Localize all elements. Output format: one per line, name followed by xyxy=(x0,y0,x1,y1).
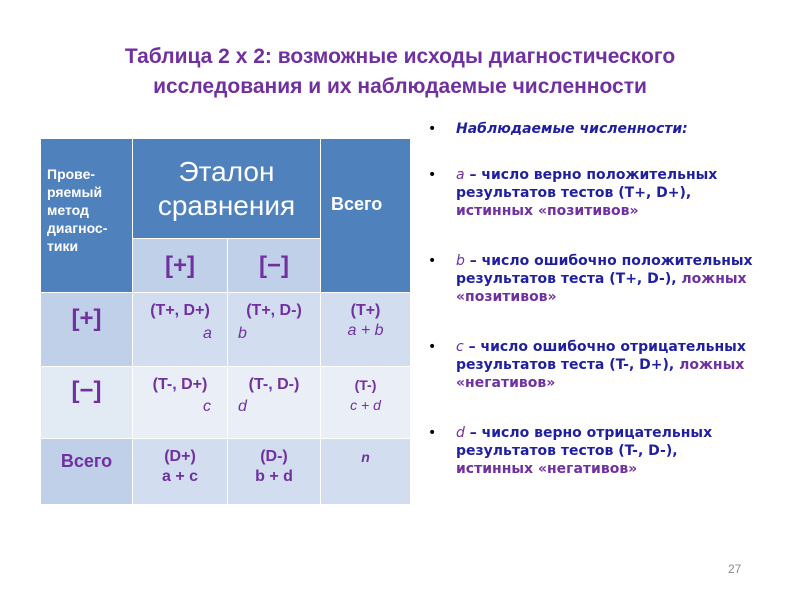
bullet-icon: • xyxy=(428,339,437,355)
cell-letter: d xyxy=(238,398,247,415)
notes-heading: Наблюдаемые численности: xyxy=(456,121,688,137)
table-row xyxy=(41,367,411,439)
corner-label: Прове- ряемый метод диагнос- тики xyxy=(47,166,108,254)
cell-outcome: (T+, D+) xyxy=(150,302,210,319)
subheader-negative-cell xyxy=(228,239,321,293)
table-cell xyxy=(321,367,411,439)
note-blue-text: – число верно отрицательных результатов тестов (T-, D-), xyxy=(456,425,713,459)
reference-label: Эталон сравнения xyxy=(157,155,296,221)
cell-letter: c xyxy=(203,398,211,415)
bullet-icon: • xyxy=(428,253,437,269)
reference-header-cell xyxy=(133,139,321,239)
table-cell xyxy=(228,439,321,505)
table-cell xyxy=(228,293,321,367)
table-cell xyxy=(228,367,321,439)
cell-letter: b + d xyxy=(255,468,293,485)
list-item xyxy=(428,338,758,392)
cell-letter: b xyxy=(238,325,247,342)
cell-letter: a + c xyxy=(161,468,199,485)
cell-letter: a xyxy=(203,325,212,342)
note-blue-text: – число ошибочно положительных результатов теста (T+, D-), xyxy=(456,253,753,287)
notes-heading-item xyxy=(428,120,758,138)
table-cell xyxy=(133,367,228,439)
table-cell xyxy=(321,293,411,367)
subheader-positive-cell xyxy=(133,239,228,293)
note-purple-text: ложных «позитивов» xyxy=(456,271,747,305)
note-purple-text: ложных «негативов» xyxy=(456,357,745,391)
total-header-label: Всего xyxy=(331,194,383,214)
note-letter: d xyxy=(456,425,465,441)
slide-title xyxy=(60,42,740,102)
row-label: Всего xyxy=(60,451,113,471)
table-row xyxy=(41,439,411,505)
list-item xyxy=(428,424,758,478)
note-purple-text: истинных «негативов» xyxy=(456,461,638,477)
row-label-cell xyxy=(41,367,133,439)
slide-title-line1: Таблица 2 х 2: возможные исходы диагностического xyxy=(124,45,676,68)
list-item xyxy=(428,252,758,306)
bullet-icon: • xyxy=(428,425,437,441)
bullet-icon: • xyxy=(428,167,437,183)
note-letter: c xyxy=(456,339,464,355)
cell-outcome: (T-, D-) xyxy=(248,376,300,393)
cell-total-expr: a + b xyxy=(347,322,384,339)
cell-total-expr: c + d xyxy=(350,397,381,413)
row-label: [+] xyxy=(71,305,102,332)
subheader-negative-label: [−] xyxy=(259,251,289,279)
cell-total: (T-) xyxy=(354,377,377,393)
table-cell xyxy=(321,439,411,505)
subheader-positive-label: [+] xyxy=(165,251,195,279)
row-label-cell xyxy=(41,439,133,505)
total-header-cell xyxy=(321,139,411,293)
note-letter: a xyxy=(456,167,465,183)
note-purple-text: истинных «позитивов» xyxy=(456,203,639,219)
table-cell xyxy=(133,293,228,367)
row-label: [−] xyxy=(71,377,102,404)
note-letter: b xyxy=(456,253,465,269)
table-row xyxy=(41,293,411,367)
row-label-cell xyxy=(41,293,133,367)
cell-outcome: (D-) xyxy=(260,448,288,465)
cell-total-expr: n xyxy=(361,449,370,465)
corner-header-cell xyxy=(41,139,133,293)
note-blue-text: – число ошибочно отрицательных результатов теста (T-, D+), xyxy=(456,339,746,373)
notes-panel xyxy=(428,120,758,478)
cell-total: (T+) xyxy=(350,302,381,319)
slide-title-line2: исследования и их наблюдаемые численности xyxy=(153,75,647,98)
page-number: 27 xyxy=(728,562,742,576)
cell-outcome: (D+) xyxy=(164,448,196,465)
cell-outcome: (T-, D+) xyxy=(152,376,208,393)
table-cell xyxy=(133,439,228,505)
contingency-table xyxy=(40,138,411,505)
cell-outcome: (T+, D-) xyxy=(246,302,302,319)
bullet-icon: • xyxy=(428,121,437,137)
note-blue-text: – число верно положительных результатов тестов (T+, D+), xyxy=(456,167,718,201)
list-item xyxy=(428,166,758,220)
